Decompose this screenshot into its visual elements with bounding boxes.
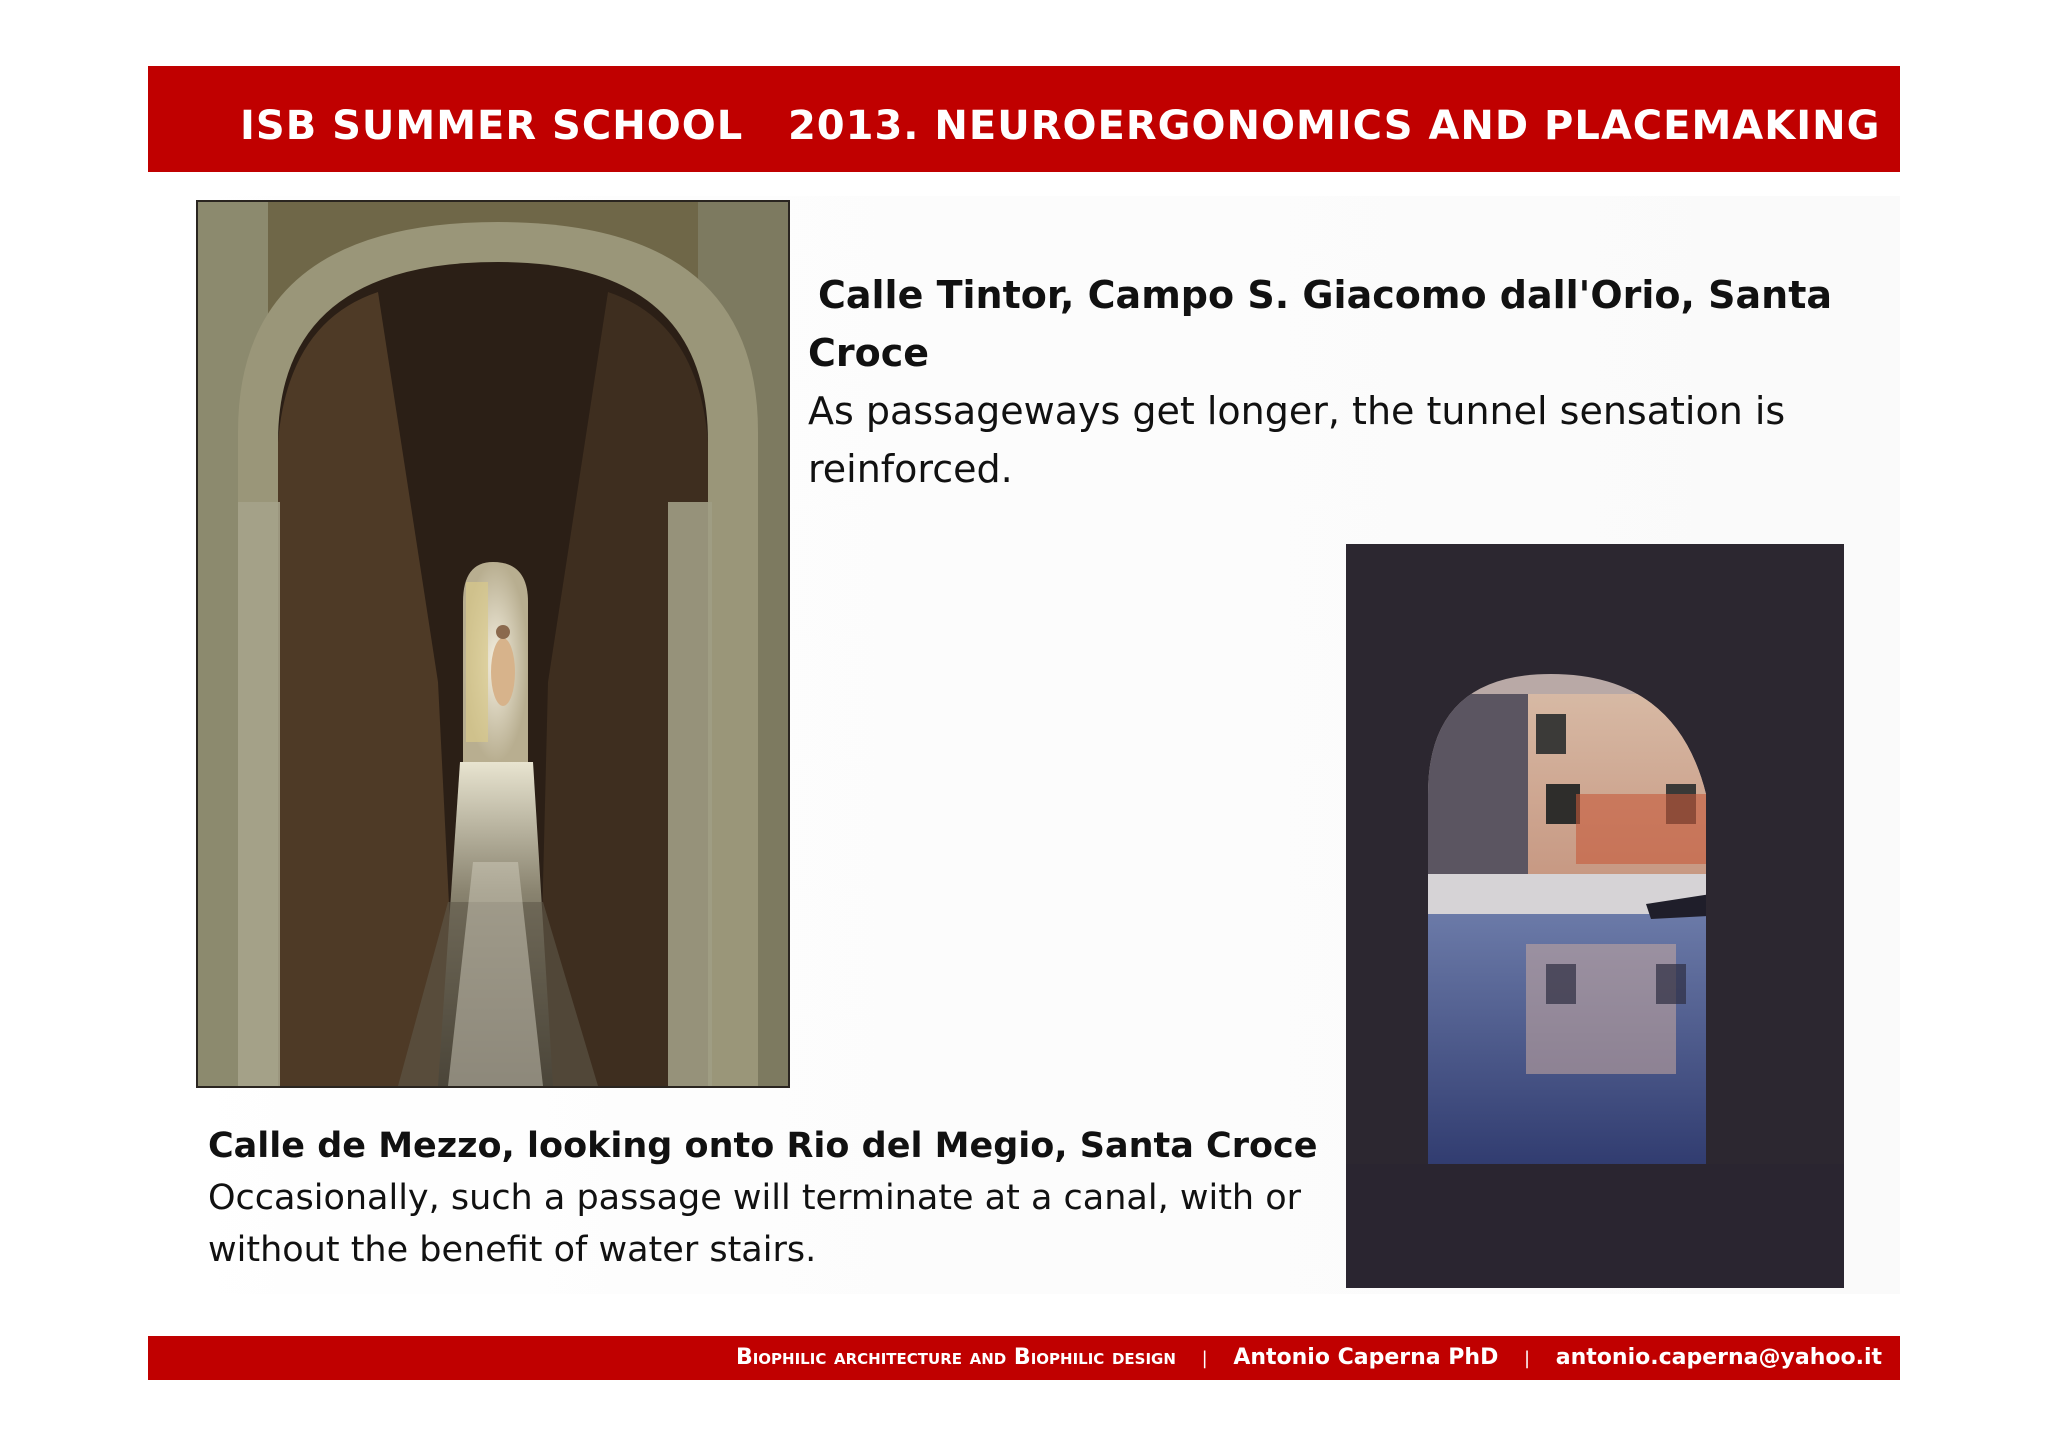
footer-credits	[736, 1336, 1882, 1380]
canal-passage-illustration	[1346, 544, 1844, 1288]
first-caption	[808, 266, 1848, 498]
slide-title: ISB SUMMER SCHOOL 2013. NEUROERGONOMICS AND PLACEMAKING	[240, 103, 1881, 149]
second-caption-body: Occasionally, such a passage will terminate at a canal, with or without the benefit of water stairs.	[208, 1178, 1302, 1270]
second-caption	[208, 1120, 1328, 1276]
footer-topic: Biophilic architecture and Biophilic design	[735, 1345, 1176, 1370]
first-caption-title: Calle Tintor, Campo S. Giacomo dall'Orio, Santa Croce	[808, 273, 1833, 375]
tunnel-alley-photo	[196, 200, 790, 1088]
canal-passage-photo	[1346, 544, 1844, 1288]
footer-separator-1: |	[1201, 1348, 1208, 1369]
first-caption-body: As passageways get longer, the tunnel sensation is reinforced.	[808, 389, 1786, 491]
footer-separator-2: |	[1524, 1348, 1531, 1369]
footer-email: antonio.caperna@yahoo.it	[1555, 1345, 1882, 1370]
footer-author: Antonio Caperna PhD	[1233, 1345, 1499, 1370]
second-caption-title: Calle de Mezzo, looking onto Rio del Megio, Santa Croce	[208, 1126, 1318, 1166]
tunnel-alley-illustration	[198, 202, 788, 1086]
